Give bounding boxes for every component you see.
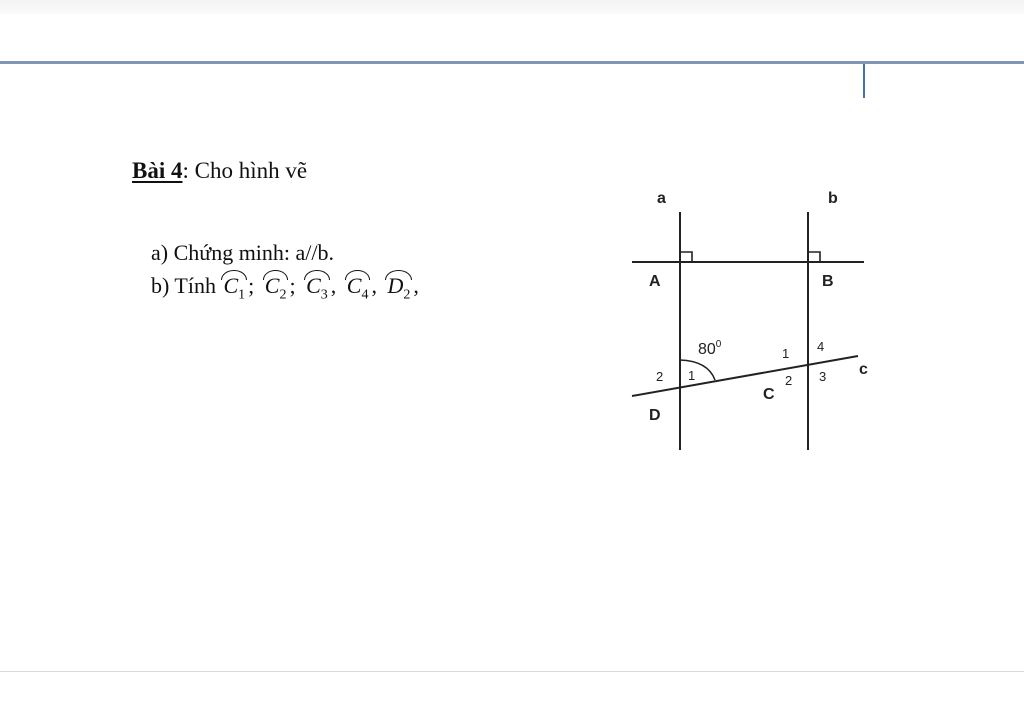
- label-point-d: D: [649, 407, 661, 424]
- angle-c4: [345, 273, 371, 303]
- angle-separator: ;: [248, 273, 255, 298]
- exercise-number: Bài 4: [132, 158, 183, 183]
- angle-subscript: 2: [279, 287, 287, 303]
- label-angle-d2: 2: [656, 369, 664, 384]
- angle-subscript: 1: [238, 287, 246, 303]
- angle-subscript: 4: [361, 287, 369, 303]
- angle-separator: ,: [371, 273, 377, 298]
- angle-subscript: 3: [320, 287, 328, 303]
- angle-c2: [263, 273, 289, 303]
- label-point-b: B: [822, 273, 834, 290]
- exercise-prompt: : Cho hình vẽ: [182, 158, 308, 183]
- label-line-b: b: [828, 190, 838, 207]
- angle-arc-d1: [680, 360, 715, 380]
- question-b-prefix: b) Tính: [151, 273, 222, 298]
- label-line-a: a: [657, 190, 666, 207]
- window-top-band: [0, 0, 1024, 14]
- angle-separator: ,: [413, 273, 419, 298]
- right-angle-mark-a: [680, 252, 692, 262]
- angle-subscript: 2: [403, 287, 411, 303]
- label-angle-d1: 1: [688, 368, 696, 383]
- question-b: [151, 273, 422, 303]
- angle-separator: ;: [289, 273, 296, 298]
- page-bottom-rule: [0, 671, 1024, 672]
- angle-letter: D: [387, 273, 404, 298]
- angle-c3: [304, 273, 330, 303]
- label-line-c: c: [859, 361, 868, 378]
- angle-value-label: [698, 339, 722, 358]
- geometry-figure: [620, 180, 880, 460]
- angle-degree: 0: [715, 339, 722, 350]
- angle-letter: C: [264, 273, 280, 298]
- label-point-c: C: [763, 386, 775, 403]
- angle-letter: C: [346, 273, 362, 298]
- angle-value: 80: [698, 341, 716, 358]
- angle-separator: ,: [330, 273, 337, 298]
- label-point-a: A: [649, 273, 661, 290]
- label-angle-c4: 4: [817, 339, 825, 354]
- exercise-heading: [132, 158, 307, 184]
- label-angle-c3: 3: [819, 369, 827, 384]
- text-cursor-marker: [863, 64, 865, 98]
- question-a: a) Chứng minh: a//b.: [151, 240, 335, 265]
- label-angle-c1: 1: [782, 346, 790, 361]
- angle-c1: [221, 273, 247, 303]
- angle-letter: C: [306, 273, 321, 298]
- angle-d2: [385, 273, 412, 303]
- angle-letter: C: [223, 273, 239, 298]
- right-angle-mark-b: [808, 252, 820, 262]
- label-angle-c2: 2: [785, 373, 793, 388]
- page-top-rule: [0, 61, 1024, 64]
